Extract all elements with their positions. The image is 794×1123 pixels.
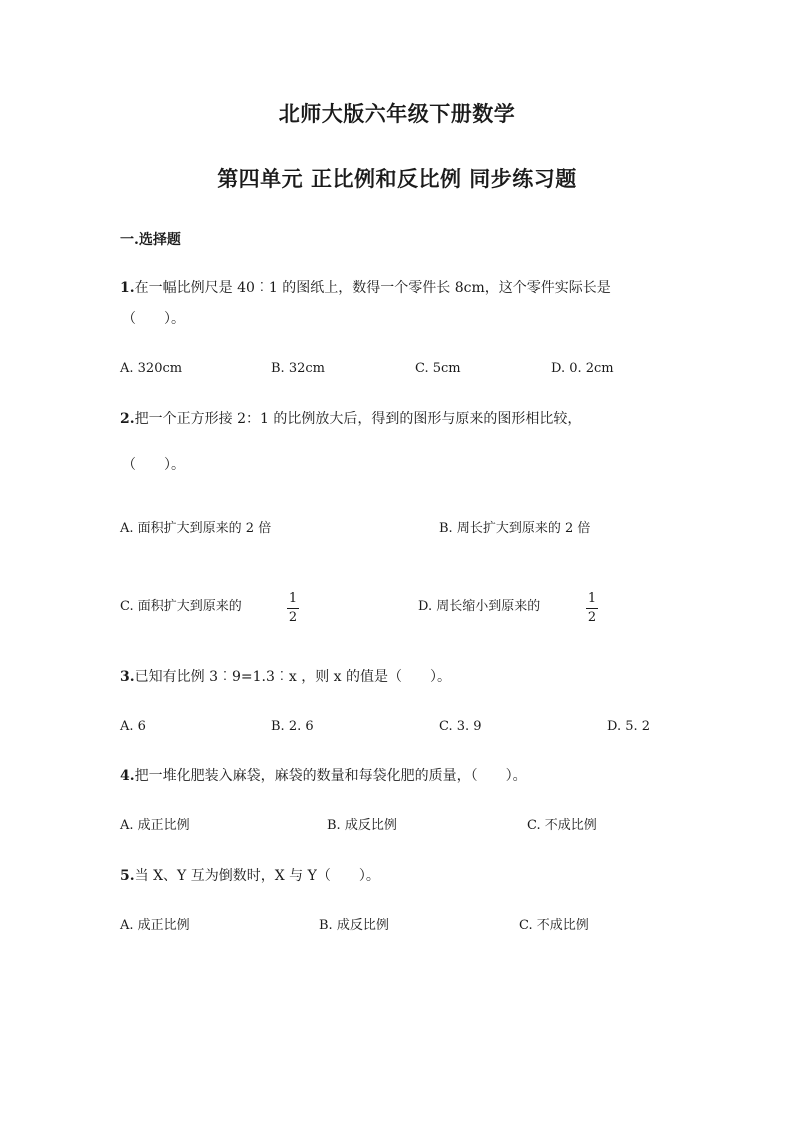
option-a[interactable]: A. 6	[120, 719, 146, 734]
fraction-denominator: 2	[587, 610, 597, 625]
option-b[interactable]: B. 成反比例	[319, 918, 389, 933]
document-subtitle: 第四单元 正比例和反比例 同步练习题	[217, 166, 577, 191]
question-1	[120, 278, 611, 298]
option-b[interactable]: B. 成反比例	[327, 818, 397, 833]
question-number: 2.	[120, 411, 135, 427]
question-number: 4.	[120, 768, 135, 784]
option-b[interactable]: B. 32cm	[271, 361, 325, 376]
option-d[interactable]: D. 周长缩小到原来的	[418, 599, 541, 614]
fraction-numerator: 1	[288, 591, 298, 606]
option-b[interactable]: B. 周长扩大到原来的 2 倍	[439, 521, 591, 536]
option-c[interactable]: C. 不成比例	[527, 818, 597, 833]
option-c[interactable]: C. 面积扩大到原来的	[120, 599, 242, 614]
question-text: 把一堆化肥装入麻袋，麻袋的数量和每袋化肥的质量，（ ）。	[134, 768, 527, 784]
fraction-bar	[287, 608, 299, 609]
option-c[interactable]: C. 5cm	[415, 361, 461, 376]
option-a[interactable]: A. 成正比例	[120, 918, 190, 933]
question-2-blank: （ ）。	[122, 457, 185, 473]
option-c[interactable]: C. 3. 9	[439, 719, 482, 734]
fraction-numerator: 1	[587, 591, 597, 606]
question-4	[120, 766, 527, 786]
question-number: 3.	[120, 669, 135, 685]
question-5	[120, 866, 380, 886]
question-number: 1.	[120, 280, 135, 296]
question-number: 5.	[120, 868, 135, 884]
question-text: 把一个正方形接 2：1 的比例放大后，得到的图形与原来的图形相比较，	[134, 411, 582, 427]
fraction-one-half	[287, 592, 299, 625]
option-a[interactable]: A. 成正比例	[120, 818, 190, 833]
option-b[interactable]: B. 2. 6	[271, 719, 314, 734]
question-2	[120, 409, 581, 429]
option-a[interactable]: A. 320cm	[120, 361, 183, 376]
option-a[interactable]: A. 面积扩大到原来的 2 倍	[120, 521, 272, 536]
question-3	[120, 667, 451, 687]
option-d[interactable]: D. 0. 2cm	[551, 361, 614, 376]
option-d[interactable]: D. 5. 2	[607, 719, 651, 734]
section-heading: 一.选择题	[120, 232, 181, 248]
option-c[interactable]: C. 不成比例	[519, 918, 589, 933]
question-text: 当 X、Y 互为倒数时，X 与 Y（ ）。	[134, 868, 380, 884]
fraction-one-half	[586, 592, 598, 625]
document-title: 北师大版六年级下册数学	[278, 101, 516, 126]
question-text: 已知有比例 3︰9=1.3︰x ，则 x 的值是（ ）。	[134, 669, 452, 685]
fraction-bar	[586, 608, 598, 609]
question-1-blank: （ ）。	[122, 311, 185, 327]
question-text: 在一幅比例尺是 40︰1 的图纸上，数得一个零件长 8cm，这个零件实际长是	[134, 280, 611, 296]
fraction-denominator: 2	[288, 610, 298, 625]
